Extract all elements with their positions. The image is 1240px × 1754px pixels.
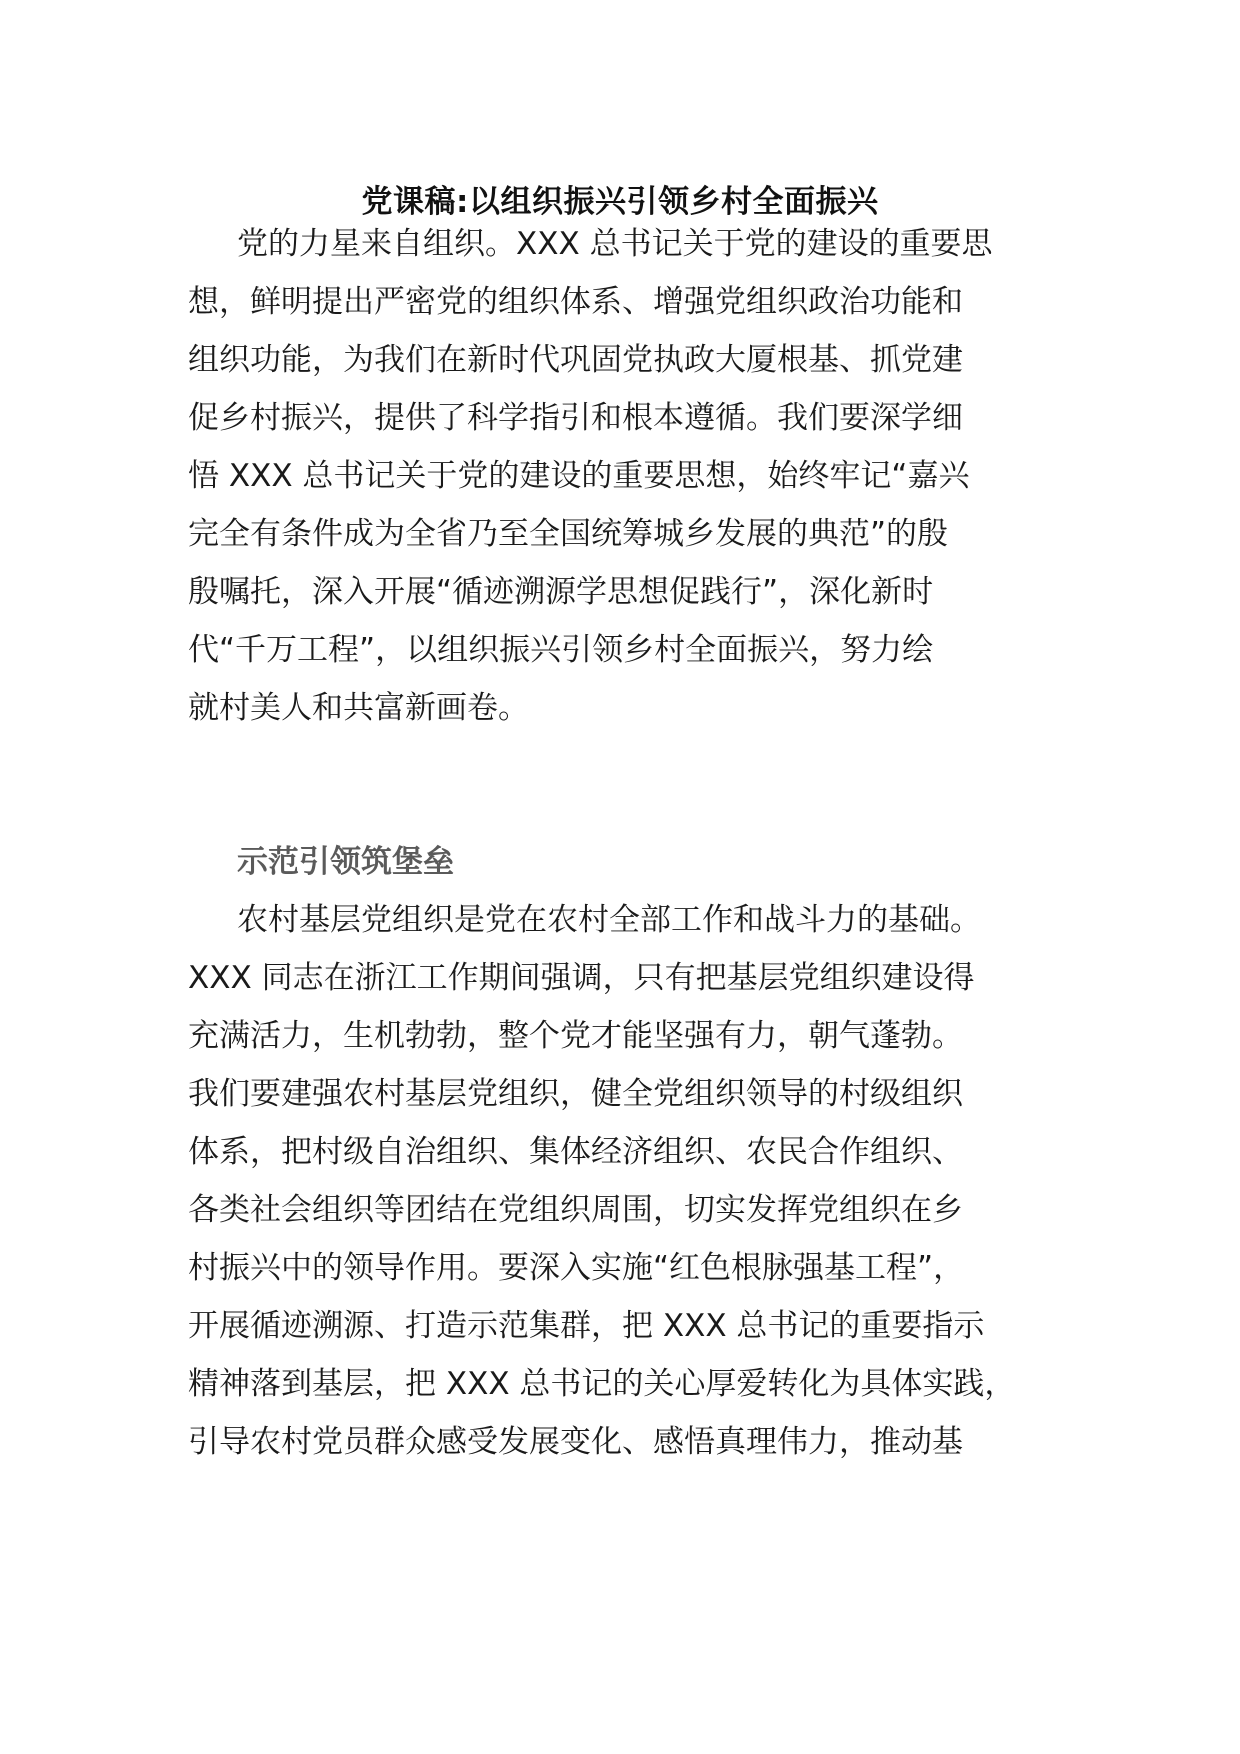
paragraph-1-line-9: 就村美人和共富新画卷。 — [188, 690, 529, 726]
paragraph-1-line-3: 组织功能，为我们在新时代巩固党执政大厦根基、抓党建 — [188, 342, 963, 378]
paragraph-1-line-2: 想，鲜明提出严密党的组织体系、增强党组织政治功能和 — [188, 284, 963, 320]
paragraph-2-line-8: 开展循迹溯源、打造示范集群，把 XXX 总书记的重要指示 — [188, 1308, 985, 1344]
paragraph-2-line-2: XXX 同志在浙江工作期间强调，只有把基层党组织建设得 — [188, 960, 975, 996]
paragraph-2-line-6: 各类社会组织等团结在党组织周围，切实发挥党组织在乡 — [188, 1192, 963, 1228]
paragraph-2-line-3: 充满活力，生机勃勃，整个党才能坚强有力，朝气蓬勃。 — [188, 1018, 963, 1054]
paragraph-1-line-6: 完全有条件成为全省乃至全国统筹城乡发展的典范”的殷 — [188, 516, 949, 552]
paragraph-2-line-9: 精神落到基层，把 XXX 总书记的关心厚爱转化为具体实践， — [188, 1366, 1016, 1402]
paragraph-1-line-1: 党的力星来自组织。XXX 总书记关于党的建设的重要思 — [237, 226, 993, 262]
paragraph-2-line-4: 我们要建强农村基层党组织，健全党组织领导的村级组织 — [188, 1076, 963, 1112]
paragraph-2-line-5: 体系，把村级自治组织、集体经济组织、农民合作组织、 — [188, 1134, 963, 1170]
paragraph-2-line-10: 引导农村党员群众感受发展变化、感悟真理伟力，推动基 — [188, 1424, 963, 1460]
document-title: 党课稿:以组织振兴引领乡村全面振兴 — [361, 184, 879, 220]
paragraph-1-line-4: 促乡村振兴，提供了科学指引和根本遵循。我们要深学细 — [188, 400, 963, 436]
paragraph-2-line-1: 农村基层党组织是党在农村全部工作和战斗力的基础。 — [237, 902, 981, 938]
paragraph-1-line-7: 殷嘱托，深入开展“循迹溯源学思想促践行”，深化新时 — [188, 574, 934, 610]
paragraph-1-line-5: 悟 XXX 总书记关于党的建设的重要思想，始终牢记“嘉兴 — [188, 458, 970, 494]
paragraph-1-line-8: 代“千万工程”，以组织振兴引领乡村全面振兴，努力绘 — [188, 632, 934, 668]
paragraph-2-line-7: 村振兴中的领导作用。要深入实施“红色根脉强基工程”， — [188, 1250, 965, 1286]
section-heading: 示范引领筑堡垒 — [237, 844, 454, 880]
